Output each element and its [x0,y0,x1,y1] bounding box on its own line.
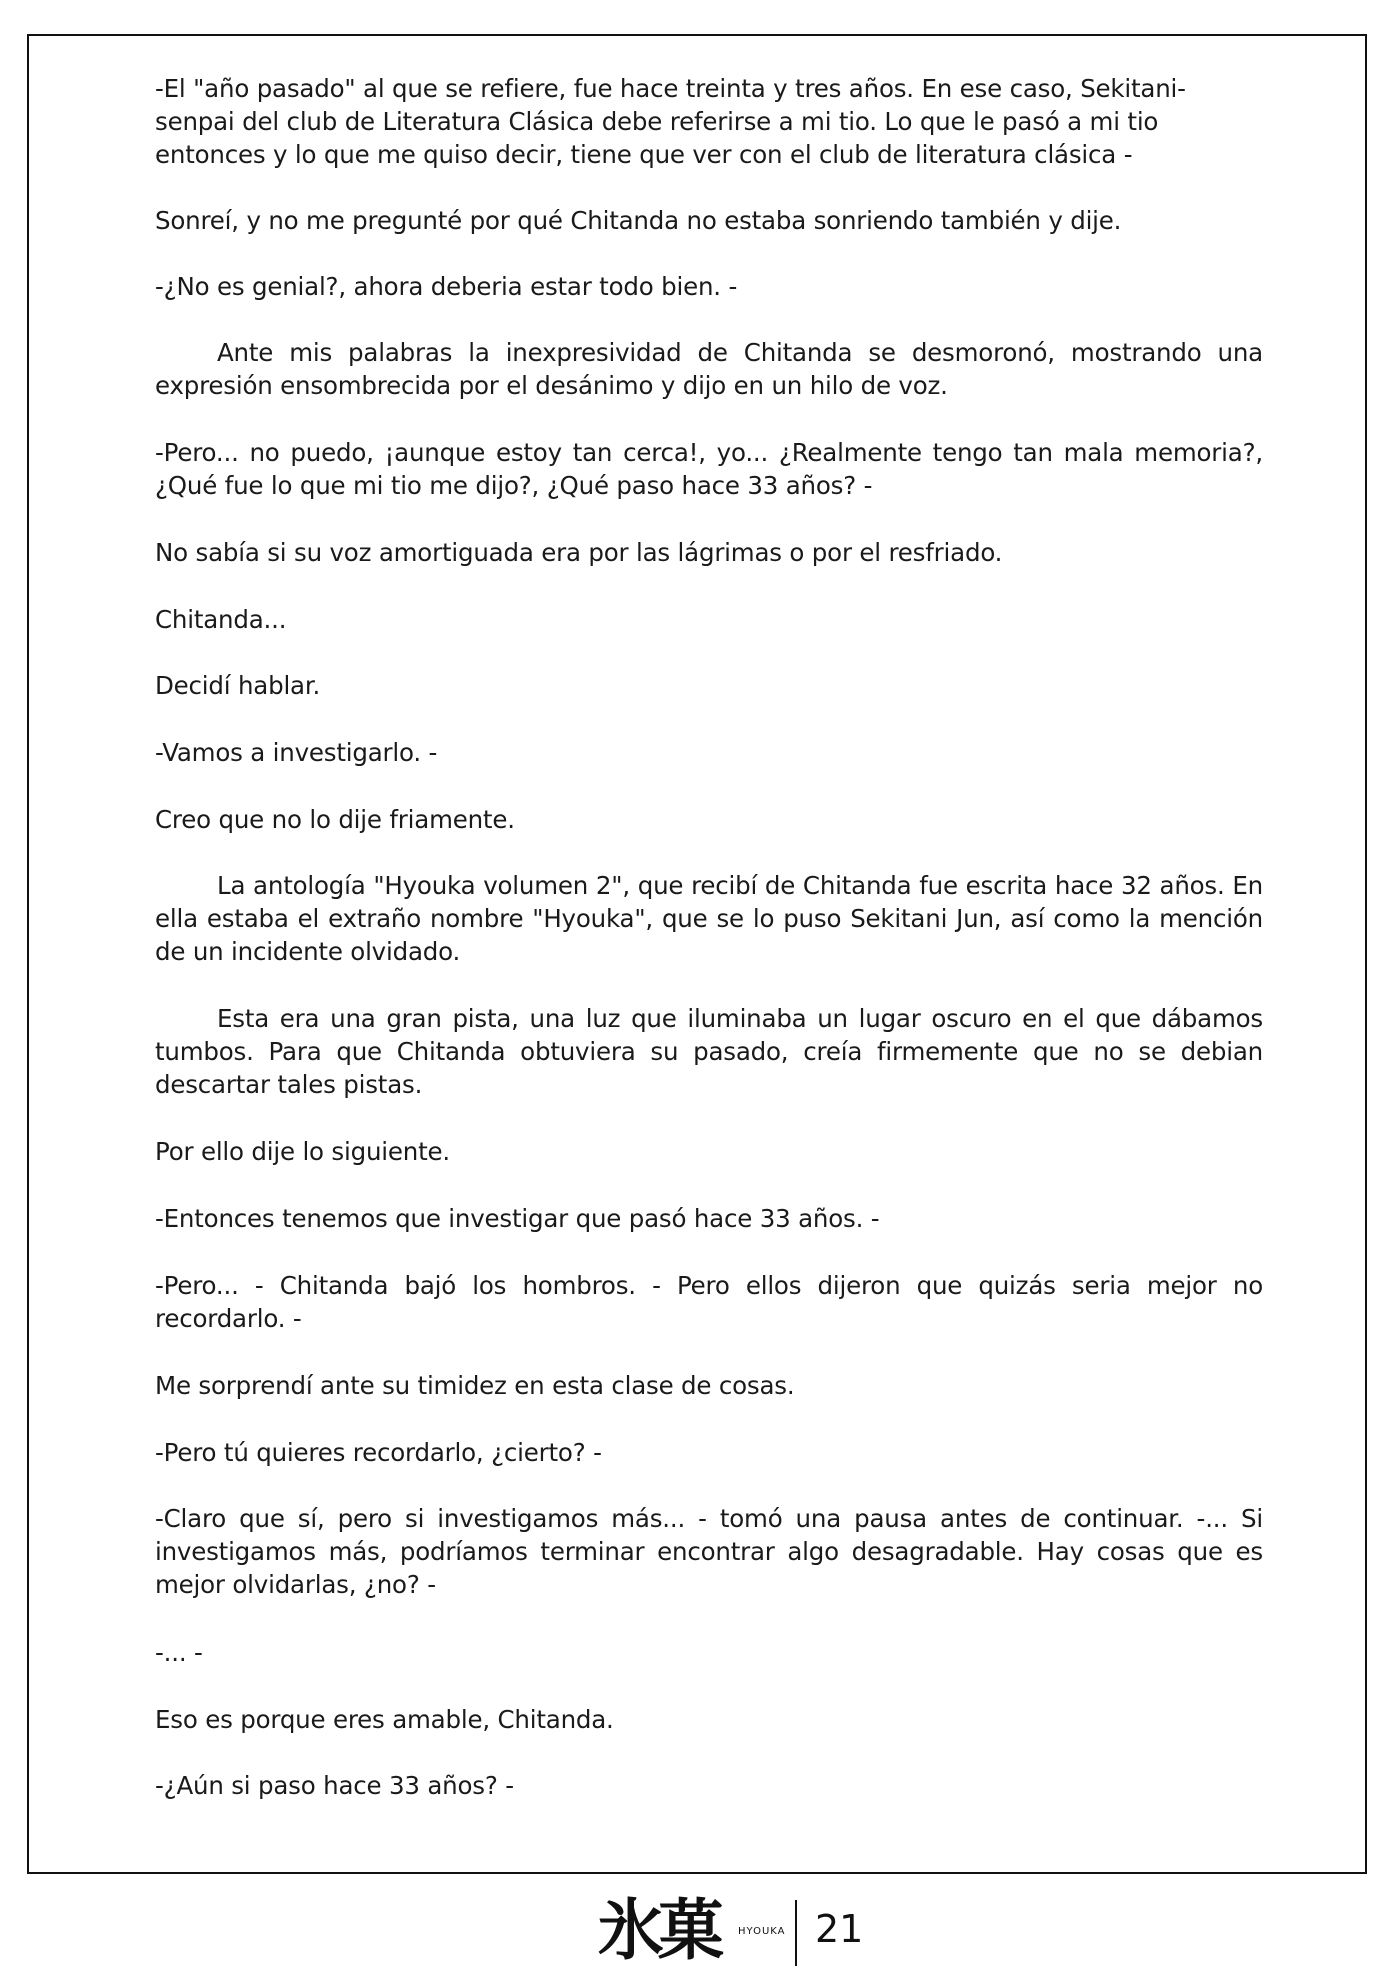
paragraph-12: Esta era una gran pista, una luz que iluminaba un lugar oscuro en el que dábamos tumbos. Para que Chitanda obtuviera su pasado, creía firmemente que no se debian descartar tales pistas. [155,1004,1263,1099]
paragraph-9: -Vamos a investigarlo. - [155,738,438,767]
paragraph-21: -¿Aún si paso hace 33 años? - [155,1771,514,1800]
paragraph-2: Sonreí, y no me pregunté por qué Chitanda no estaba sonriendo también y dije. [155,206,1122,235]
paragraph-10: Creo que no lo dije friamente. [155,805,515,834]
hyouka-logo: 氷菓 [598,1891,718,1969]
paragraph-19: -... - [155,1638,203,1667]
paragraph-18: -Claro que sí, pero si investigamos más... - tomó una pausa antes de continuar. -... Si investigamos más, podríamos terminar encontrar algo desagradable. Hay cosas que es mejor olvidarlas, ¿no? - [155,1504,1263,1599]
paragraph-4: Ante mis palabras la inexpresividad de Chitanda se desmoronó, mostrando una expresión ensombrecida por el desánimo y dijo en un hilo de voz. [155,338,1263,400]
paragraph-15: -Pero... - Chitanda bajó los hombros. - Pero ellos dijeron que quizás seria mejor no recordarlo. - [155,1271,1263,1333]
paragraph-16: Me sorprendí ante su timidez en esta clase de cosas. [155,1371,795,1400]
paragraph-20: Eso es porque eres amable, Chitanda. [155,1705,614,1734]
paragraph-11: La antología "Hyouka volumen 2", que recibí de Chitanda fue escrita hace 32 años. En ella estaba el extraño nombre "Hyouka", que se lo puso Sekitani Jun, así como la mención de un incidente olvidado. [155,871,1263,966]
paragraph-3: -¿No es genial?, ahora deberia estar todo bien. - [155,272,738,301]
footer-divider [795,1900,797,1966]
paragraph-1: -El "año pasado" al que se refiere, fue hace treinta y tres años. En ese caso, Sekitani-senpai del club de Literatura Clásica debe referirse a mi tio. Lo que le pasó a mi tio entonces y lo que me quiso decir, tiene que ver con el club de literatura clásica - [155,74,1186,169]
page-number: 21 [815,1907,864,1951]
page-frame [27,34,1367,1874]
paragraph-5: -Pero... no puedo, ¡aunque estoy tan cerca!, yo... ¿Realmente tengo tan mala memoria?, ¿Qué fue lo que mi tio me dijo?, ¿Qué paso hace 33 años? - [155,438,1263,500]
paragraph-8: Decidí hablar. [155,671,321,700]
paragraph-7: Chitanda... [155,605,287,634]
paragraph-14: -Entonces tenemos que investigar que pasó hace 33 años. - [155,1204,880,1233]
paragraph-17: -Pero tú quieres recordarlo, ¿cierto? - [155,1438,602,1467]
paragraph-6: No sabía si su voz amortiguada era por las lágrimas o por el resfriado. [155,538,1003,567]
hyouka-logo-text: HYOUKA [738,1926,786,1937]
page-footer [0,1880,1400,1980]
paragraph-13: Por ello dije lo siguiente. [155,1137,450,1166]
